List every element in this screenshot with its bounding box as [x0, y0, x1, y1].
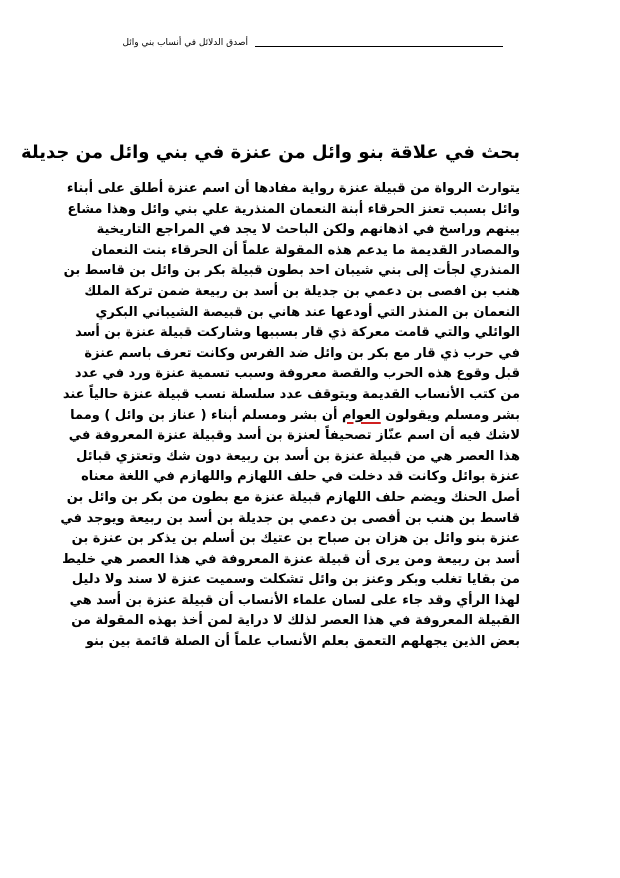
body-line: الوائلي والتي قامت معركة ذي قار بسببها وشاركت قبيلة عنزة بن أسد — [75, 325, 520, 341]
underlined-word: العوام — [341, 407, 381, 423]
body-line: بينهم وراسخ في اذهانهم ولكن الباحث لا يجد في المراجع التاريخية — [96, 222, 520, 238]
body-line: أسد بن ربيعة ومن يرى أن قبيلة عنزة المعروفة في هذا العصر هي خليط — [62, 551, 520, 567]
body-line: النعمان بن المنذر التي أودعها عند هاني بن قبيصة الشيباني البكري — [95, 304, 520, 320]
body-line: في حرب ذي قار مع بكر بن وائل ضد الفرس وكانت تعرف باسم عنزة — [84, 345, 520, 361]
running-header: أصدق الدلائل في أنساب بني وائل — [122, 38, 248, 48]
body-line: والمصادر القديمة ما يدعم هذه المقولة علماً أن الحرقاء بنت النعمان — [91, 242, 520, 258]
body-line: عنزة بوائل وكانت قد دخلت في حلف اللهازم واللهازم في اللغة معناه — [81, 469, 520, 485]
body-line: لهذا الرأي وقد جاء على لسان علماء الأنساب أن قبيلة عنزة بن أسد هي — [69, 592, 520, 608]
body-line: من كتب الأنساب القديمة ويتوقف عدد سلسلة نسب قبيلة عنزة حالياً عند — [62, 386, 520, 402]
body-line: هنب بن افصى بن دعمي بن جديلة بن أسد بن ربيعة ضمن تركة الملك — [84, 283, 520, 299]
body-line: هذا العصر هي من قبيلة عنزة بن أسد بن ربيعة دون شك وتعتزي قبائل — [76, 448, 520, 464]
body-line: قاسط بن هنب بن أفصى بن دعمي بن جديلة بن أسد بن ربيعة ويوجد في — [60, 510, 520, 526]
header-rule — [255, 46, 503, 47]
article-body — [60, 179, 520, 653]
body-line: قبل وقوع هذه الحرب والقصة معروفة وسبب تسمية عنزة ورد في عدد — [74, 366, 520, 382]
body-line: أصل الحنك ويضم حلف اللهازم قبيلة عنزة مع بطون من بكر بن وائل بن — [66, 489, 520, 505]
body-line: يتوارث الرواة من قبيلة عنزة رواية مفادها أن اسم عنزة أطلق على أبناء — [66, 181, 520, 196]
body-line: القبيلة المعروفة في هذا العصر لذلك لا دراية لمن أخذ بهذه المقولة من — [71, 613, 520, 629]
body-line: من بقايا تغلب وبكر وعنز بن وائل تشكلت وسميت عنزة لا سند ولا دليل — [71, 572, 520, 588]
body-line: المنذري لجأت إلى بني شيبان احد بطون قبيلة بكر بن وائل بن قاسط بن — [63, 263, 520, 279]
page-title: بحث في علاقة بنو وائل من عنزة في بني وائل من جديلة — [21, 142, 520, 163]
body-line: عنزة بنو وائل بن هزان بن صباح بن عتيك بن أسلم بن يذكر بن عنزة بن — [71, 531, 520, 547]
body-line: وائل بسبب تعنز الحرقاء أبنة النعمان المنذرية علي بني وائل وهذا مشاع — [67, 201, 520, 217]
body-line: بعض الذين يجهلهم التعمق بعلم الأنساب علماً أن الصلة قائمة بين بنو — [85, 634, 520, 650]
body-line: لاشك فيه أن اسم عنّاز تصحيفاً لعنزة بن أسد وقبيلة عنزة المعروفة في — [68, 428, 520, 444]
body-line-underlined: بشر ومسلم ويقولون العوام أن بشر ومسلم أبناء ( عناز بن وائل ) ومما — [70, 407, 520, 423]
